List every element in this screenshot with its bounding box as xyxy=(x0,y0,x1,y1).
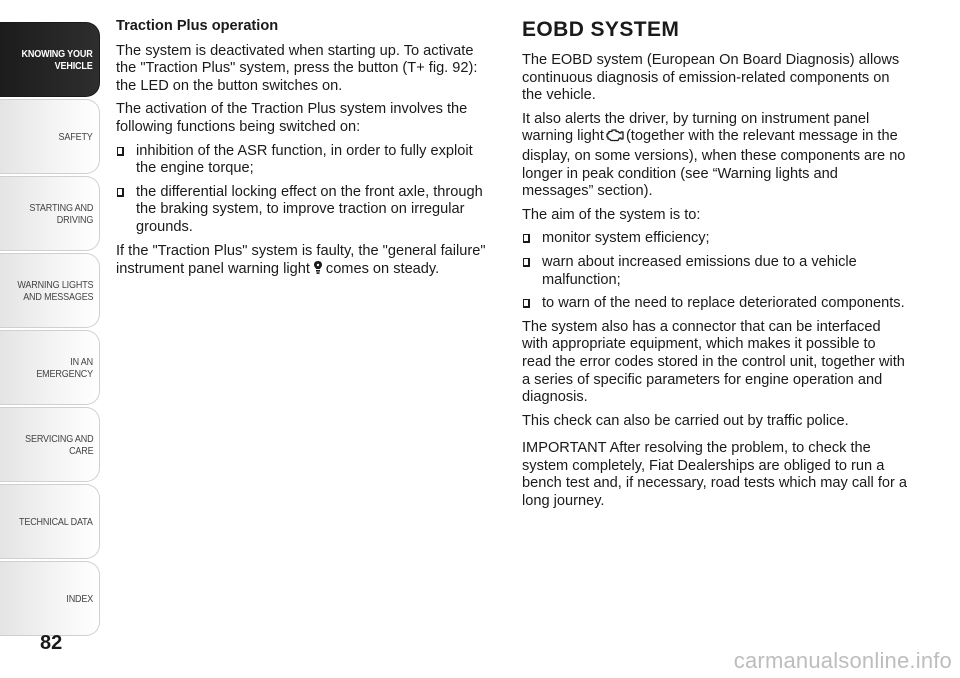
tab-in-an-emergency[interactable] xyxy=(0,330,100,405)
checkbox-bullet-icon xyxy=(523,258,530,267)
checkbox-bullet-icon xyxy=(117,147,124,156)
list-item xyxy=(522,295,908,313)
tab-label: SERVICING AND CARE xyxy=(24,432,93,457)
checkbox-bullet-icon xyxy=(523,299,530,308)
section-heading: Traction Plus operation xyxy=(116,18,279,34)
tab-starting-and-driving[interactable] xyxy=(0,176,100,251)
paragraph xyxy=(522,111,908,201)
tab-label: TECHNICAL DATA xyxy=(19,515,93,528)
paragraph-text: If the "Traction Plus" system is faulty, the "general failure" instrument panel warning light xyxy=(116,242,486,278)
watermark: carmanualsonline.info xyxy=(733,648,952,673)
tab-technical-data[interactable] xyxy=(0,484,100,559)
tab-servicing-and-care[interactable] xyxy=(0,407,100,482)
tab-index[interactable] xyxy=(0,561,100,636)
paragraph: The system also has a connector that can be interfaced with appropriate equipment, which makes it possible to read the error codes stored in the control unit, together with a series of specific parameters for engine operation and diagnosis. xyxy=(522,318,905,406)
section-heading: EOBD SYSTEM xyxy=(522,18,680,41)
general-failure-warning-icon xyxy=(312,260,324,281)
function-list xyxy=(116,143,496,237)
traction-plus-section xyxy=(116,18,496,287)
tab-label: WARNING LIGHTS AND MESSAGES xyxy=(16,278,93,303)
engine-check-warning-icon xyxy=(606,129,624,148)
tab-label: STARTING AND DRIVING xyxy=(29,201,93,226)
page-number: 82 xyxy=(40,632,63,654)
eobd-section xyxy=(522,18,908,517)
tab-warning-lights-and-messages[interactable] xyxy=(0,253,100,328)
list-item-text: monitor system efficiency; xyxy=(542,230,710,247)
tab-label: IN AN EMERGENCY xyxy=(36,355,93,380)
list-item-text: to warn of the need to replace deteriorated components. xyxy=(542,295,905,312)
tab-label: KNOWING YOUR VEHICLE xyxy=(21,47,93,72)
tab-safety[interactable] xyxy=(0,99,100,174)
paragraph-text: comes on steady. xyxy=(325,261,440,278)
paragraph: The aim of the system is to: xyxy=(522,206,701,223)
list-item xyxy=(116,143,496,178)
paragraph-text: (together with the relevant message in the display, on some versions), when these components are no longer in peak condition (see “Warning lights and messages” section). xyxy=(522,128,906,200)
list-item-text: inhibition of the ASR function, in order to fully exploit the engine torque; xyxy=(136,142,473,177)
paragraph: The system is deactivated when starting up. To activate the "Traction Plus" system, press the button (T+ fig. 92): the LED on the button switches on. xyxy=(116,42,478,94)
list-item xyxy=(522,230,908,248)
paragraph xyxy=(116,243,496,281)
section-tabs xyxy=(0,22,100,638)
checkbox-bullet-icon xyxy=(117,188,124,197)
paragraph-text: It also alerts the driver, by turning on instrument panel warning light xyxy=(522,110,870,145)
checkbox-bullet-icon xyxy=(523,234,530,243)
tab-knowing-your-vehicle[interactable] xyxy=(0,22,100,97)
list-item-text: the differential locking effect on the front axle, through the braking system, to improve traction on irregular grounds. xyxy=(136,183,483,235)
list-item xyxy=(522,254,908,289)
paragraph: IMPORTANT After resolving the problem, to check the system completely, Fiat Dealerships are obliged to run a bench test and, if necessary, road tests which may call for a long journey. xyxy=(522,440,908,510)
aim-list xyxy=(522,230,908,312)
paragraph: The activation of the Traction Plus system involves the following functions being switched on: xyxy=(116,101,468,135)
tab-label: SAFETY xyxy=(58,130,93,143)
list-item xyxy=(116,184,496,237)
paragraph: The EOBD system (European On Board Diagnosis) allows continuous diagnosis of emission-related components on the vehicle. xyxy=(522,52,900,104)
list-item-text: warn about increased emissions due to a vehicle malfunction; xyxy=(542,253,857,288)
paragraph: This check can also be carried out by traffic police. xyxy=(522,412,849,429)
tab-label: INDEX xyxy=(66,592,93,605)
